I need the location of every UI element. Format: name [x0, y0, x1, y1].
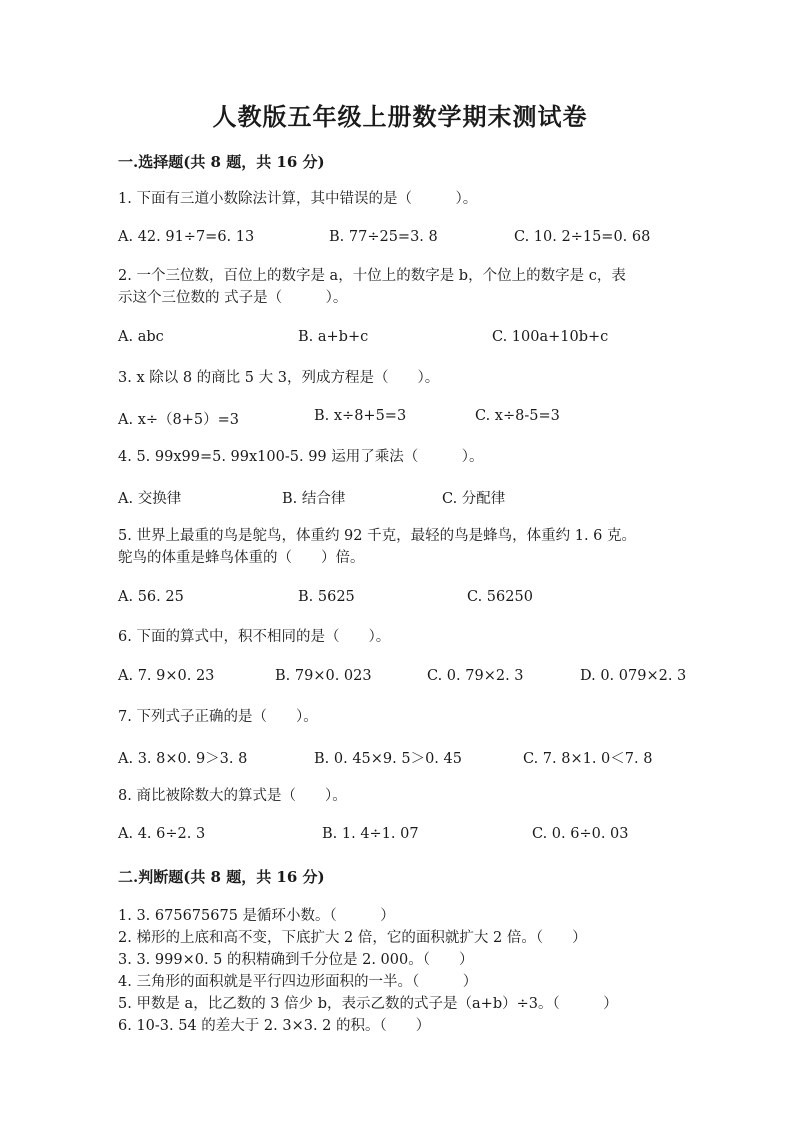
q7-option-c: C. 7. 8×1. 0＜7. 8 — [523, 751, 653, 767]
q3-option-a: A. x÷（8+5）=3 — [118, 412, 239, 428]
judgment-item-5: 5. 甲数是 a，比乙数的 3 倍少 b，表示乙数的式子是（a+b）÷3。（ ） — [118, 996, 618, 1012]
q4-option-b: B. 结合律 — [282, 491, 346, 507]
question-2-line-1: 2. 一个三位数，百位上的数字是 a，十位上的数字是 b，个位上的数字是 c，表 — [118, 268, 626, 284]
judgment-item-2: 2. 梯形的上底和高不变，下底扩大 2 倍，它的面积就扩大 2 倍。（ ） — [118, 930, 587, 946]
question-6: 6. 下面的算式中，积不相同的是（ ）。 — [118, 629, 391, 645]
question-5-line-1: 5. 世界上最重的鸟是鸵鸟，体重约 92 千克，最轻的鸟是蜂鸟，体重约 1. 6 克。 — [118, 528, 636, 544]
judgment-item-6: 6. 10-3. 54 的差大于 2. 3×3. 2 的积。（ ） — [118, 1018, 431, 1034]
q7-option-a: A. 3. 8×0. 9＞3. 8 — [118, 751, 248, 767]
question-1: 1. 下面有三道小数除法计算，其中错误的是（ ）。 — [118, 191, 478, 207]
q2-option-c: C. 100a+10b+c — [492, 329, 609, 345]
q1-option-b: B. 77÷25=3. 8 — [329, 229, 438, 245]
question-7: 7. 下列式子正确的是（ ）。 — [118, 709, 318, 725]
judgment-item-3: 3. 3. 999×0. 5 的积精确到千分位是 2. 000。（ ） — [118, 952, 474, 968]
q1-option-c: C. 10. 2÷15=0. 68 — [514, 229, 651, 245]
q1-option-a: A. 42. 91÷7=6. 13 — [118, 229, 255, 245]
q8-option-a: A. 4. 6÷2. 3 — [118, 826, 206, 842]
q8-option-b: B. 1. 4÷1. 07 — [322, 826, 419, 842]
q6-option-c: C. 0. 79×2. 3 — [427, 668, 524, 684]
q5-option-c: C. 56250 — [467, 589, 533, 605]
q3-option-b: B. x÷8+5=3 — [314, 408, 407, 424]
question-5-line-2: 鸵鸟的体重是蜂鸟体重的（ ）倍。 — [118, 550, 365, 566]
q8-option-c: C. 0. 6÷0. 03 — [532, 826, 629, 842]
q6-option-a: A. 7. 9×0. 23 — [118, 668, 215, 684]
q2-option-a: A. abc — [118, 329, 164, 345]
q3-option-c: C. x÷8-5=3 — [475, 408, 560, 424]
q5-option-b: B. 5625 — [298, 589, 355, 605]
judgment-item-4: 4. 三角形的面积就是平行四边形面积的一半。（ ） — [118, 974, 478, 990]
q5-option-a: A. 56. 25 — [118, 589, 184, 605]
question-3: 3. x 除以 8 的商比 5 大 3，列成方程是（ ）。 — [118, 370, 440, 386]
q4-option-a: A. 交换律 — [118, 491, 182, 507]
q7-option-b: B. 0. 45×9. 5＞0. 45 — [314, 751, 462, 767]
q6-option-d: D. 0. 079×2. 3 — [580, 668, 687, 684]
question-2-line-2: 示这个三位数的 式子是（ ）。 — [118, 290, 348, 306]
q4-option-c: C. 分配律 — [442, 491, 506, 507]
section-heading-choice: 一.选择题(共 8 题，共 16 分) — [118, 153, 325, 171]
question-4: 4. 5. 99x99=5. 99x100-5. 99 运用了乘法（ ）。 — [118, 449, 484, 465]
q2-option-b: B. a+b+c — [298, 329, 369, 345]
question-8: 8. 商比被除数大的算式是（ ）。 — [118, 788, 347, 804]
section-heading-judgment: 二.判断题(共 8 题，共 16 分) — [118, 868, 325, 886]
judgment-item-1: 1. 3. 675675675 是循环小数。（ ） — [118, 908, 395, 924]
page-title: 人教版五年级上册数学期末测试卷 — [212, 102, 588, 131]
q6-option-b: B. 79×0. 023 — [275, 668, 372, 684]
